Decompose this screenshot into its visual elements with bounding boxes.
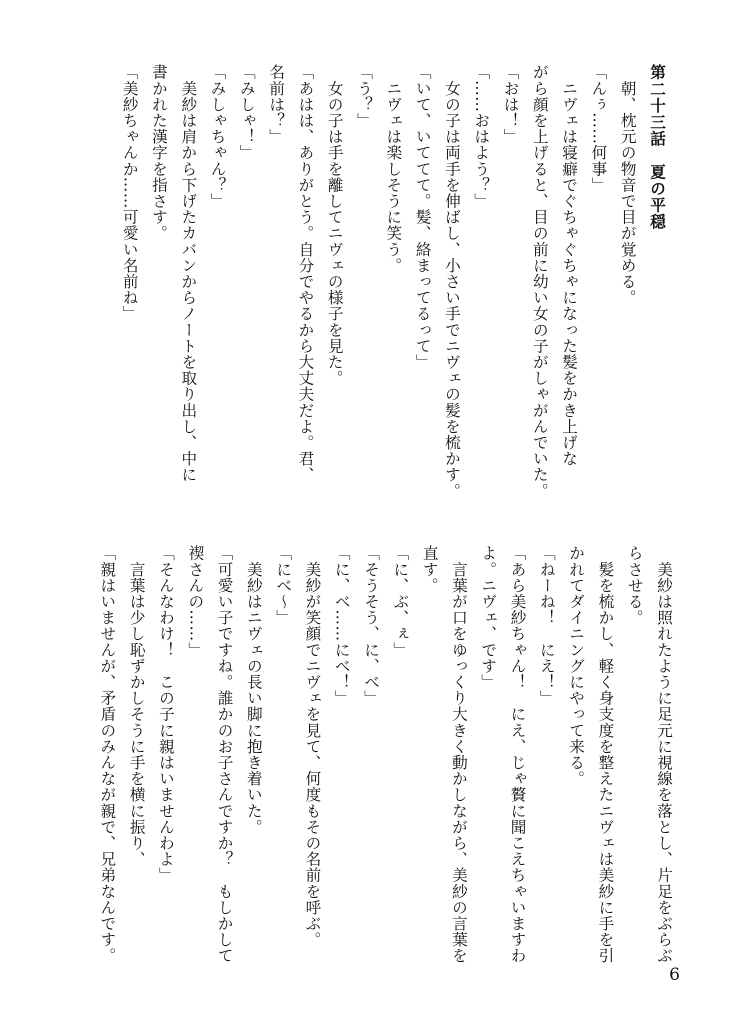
text-line: 髪を梳かし、軽く身支度を整えたニヴェは美紗に手を引 <box>596 545 615 964</box>
text-line: 「あら美紗ちゃん！ にえ、じゃ贅に聞こえちゃいますわ <box>508 545 527 964</box>
text-line: 言葉が口をゆっくり大きく動かしながら、美紗の言葉を <box>449 545 468 964</box>
text-line: 直す。 <box>420 545 439 594</box>
text-line: 「いて、いててて。髪、絡まってるって」 <box>413 64 432 370</box>
text-line: 「美紗ちゃんか……可愛い名前ね」 <box>120 64 139 322</box>
lower-text-block <box>92 545 678 965</box>
text-line: 「に、ぶ、ぇ」 <box>391 545 410 658</box>
text-line: 「みしゃ！」 <box>237 64 256 161</box>
chapter-title: 第二十三話 夏の平穏 <box>648 64 666 230</box>
text-line: 美紗は肩から下げたカバンからノートを取り出し、中に <box>179 64 198 483</box>
text-line: 「みしゃちゃん？」 <box>208 64 227 209</box>
text-line: ニヴェは寝癖でぐちゃぐちゃになった髪をかき上げな <box>560 64 579 467</box>
text-line: らさせる。 <box>625 545 644 626</box>
text-line: かれてダイニングにやって来る。 <box>567 545 586 787</box>
text-line: ニヴェは楽しそうに笑う。 <box>384 64 403 274</box>
text-line: 朝、枕元の物音で目が覚める。 <box>618 64 637 306</box>
text-line: 「う？」 <box>355 64 374 129</box>
text-line: 美紗は照れたように足元に視線を落とし、片足をぶらぶ <box>655 545 673 964</box>
text-line: 「そんなわけ！ この子に親はいませんわよ」 <box>156 545 175 884</box>
page-number: 6 <box>669 965 680 985</box>
text-line: 「ねーね！ にえ！」 <box>537 545 556 706</box>
text-line: 言葉は少し恥ずかしそうに手を横に振り、 <box>127 545 146 867</box>
text-line: よ。ニヴェ、です」 <box>479 545 498 690</box>
text-line: 「おは！」 <box>501 64 520 145</box>
text-line: 「に、べ……にべ！」 <box>332 545 351 706</box>
text-line: 美紗が笑顔でニヴェを見て、何度もその名前を呼ぶ。 <box>303 545 322 948</box>
text-line: 「んぅ……何事」 <box>589 64 608 193</box>
text-line: 女の子は手を離してニヴェの様子を見た。 <box>325 64 344 386</box>
text-line: 「そうそう、に、べ」 <box>362 545 381 706</box>
text-line: 「にべ～」 <box>274 545 293 626</box>
text-line: 「可愛い子ですね。誰かのお子さんですか？ もしかして <box>215 545 234 964</box>
text-line: 「……おはよう？」 <box>472 64 491 209</box>
text-line: 名前は？」 <box>267 64 286 145</box>
text-line: 書かれた漢字を指さす。 <box>149 64 168 242</box>
text-line: 女の子は両手を伸ばし、小さい手でニヴェの髪を梳かす。 <box>442 64 461 499</box>
text-line: 美紗はニヴェの長い脚に抱き着いた。 <box>244 545 263 835</box>
text-line: がら顔を上げると、目の前に幼い女の子がしゃがんでいた。 <box>530 64 549 499</box>
text-line: 禊さんの……」 <box>186 545 205 658</box>
upper-text-block <box>114 64 671 504</box>
text-line: 「親はいませんが、矛盾のみんなが親で、兄弟なんです。 <box>98 545 117 964</box>
text-line: 「あはは、ありがとう。自分でやるから大丈夫だよ。君、 <box>296 64 315 483</box>
